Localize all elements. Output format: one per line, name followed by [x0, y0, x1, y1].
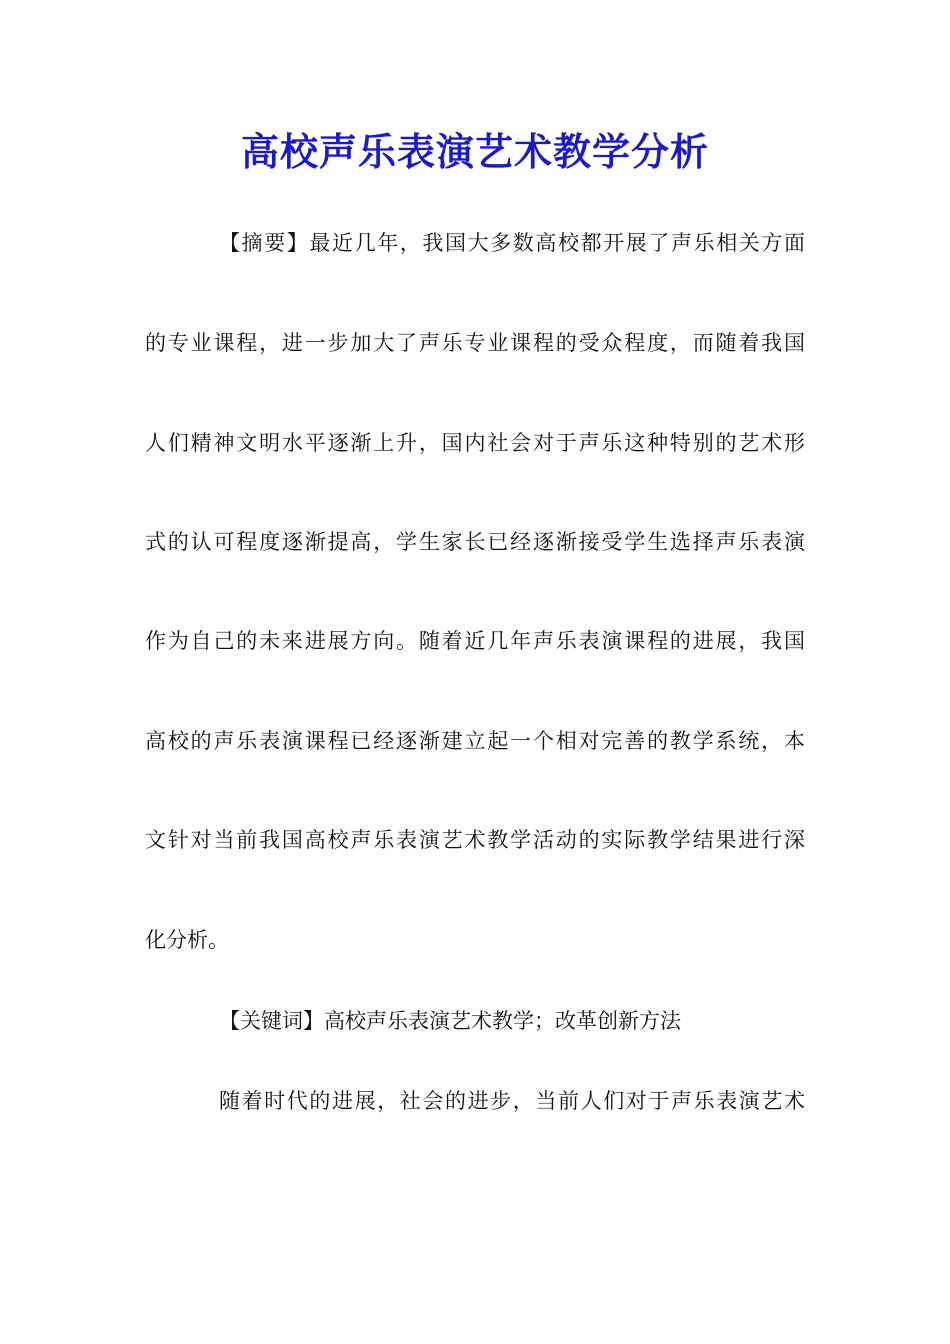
- body-line: 随着时代的进展，社会的进步，当前人们对于声乐表演艺术: [219, 1089, 805, 1113]
- abstract-line: 作为自己的未来进展方向。随着近几年声乐表演课程的进展，我国: [145, 629, 805, 653]
- abstract-line: 高校的声乐表演课程已经逐渐建立起一个相对完善的教学系统，本: [145, 729, 805, 753]
- abstract-line: 【摘要】最近几年，我国大多数高校都开展了声乐相关方面: [219, 231, 805, 255]
- abstract-line: 的专业课程，进一步加大了声乐专业课程的受众程度，而随着我国: [145, 331, 805, 355]
- document-title: 高校声乐表演艺术教学分析: [240, 129, 709, 174]
- abstract-line: 式的认可程度逐渐提高，学生家长已经逐渐接受学生选择声乐表演: [145, 530, 805, 554]
- abstract-line: 化分析。: [145, 928, 229, 952]
- abstract-line: 人们精神文明水平逐渐上升，国内社会对于声乐这种特别的艺术形: [145, 431, 805, 455]
- keywords-line: 【关键词】高校声乐表演艺术教学；改革创新方法: [219, 1009, 681, 1033]
- abstract-line: 文针对当前我国高校声乐表演艺术教学活动的实际教学结果进行深: [145, 828, 805, 852]
